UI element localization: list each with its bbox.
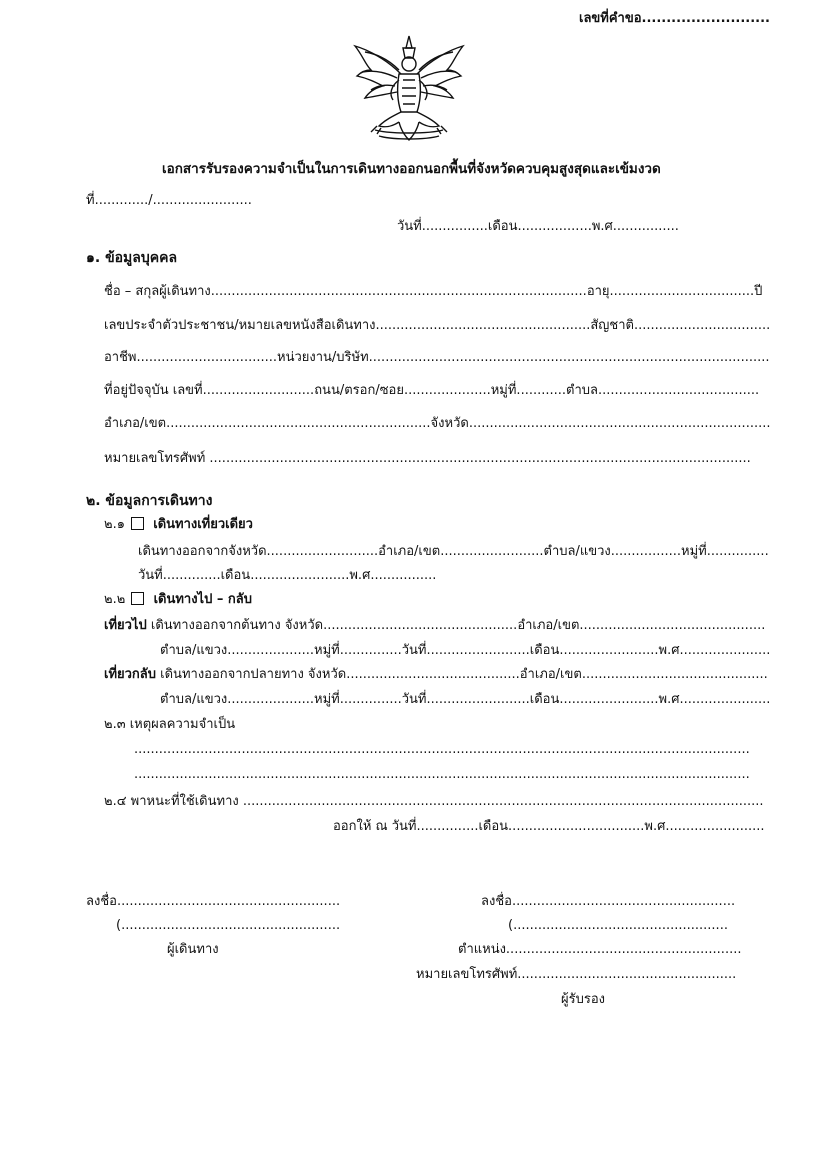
vehicle-line: ๒.๔ พาหนะที่ใช้เดินทาง .............................................................................................................................. [104, 794, 764, 809]
one-way-option [104, 516, 253, 534]
one-way-line1: เดินทางออกจากจังหวัด...........................อำเภอ/เขต.........................ตำบล/แขวง.................หมู่ที่............... [138, 544, 769, 559]
certifier-phone-line: หมายเลขโทรศัพท์..................................................... [416, 967, 737, 982]
request-number: เลขที่คำขอ.......................... [579, 11, 770, 26]
right-sign-line: ลงชื่อ...................................................... [481, 894, 736, 909]
one-way-label: เดินทางเที่ยวเดียว [153, 517, 253, 532]
garuda-emblem-icon [349, 30, 469, 146]
round-trip-option [104, 591, 252, 609]
document-number: ที่............./........................ [86, 193, 252, 208]
return-line2: ตำบล/แขวง.....................หมู่ที่...............วันที่.........................เดือน........................พ.ศ...................... [160, 692, 771, 707]
one-way-checkbox[interactable] [131, 517, 144, 530]
outbound-label: เที่ยวไป [104, 618, 147, 633]
return-label: เที่ยวกลับ [104, 667, 157, 682]
return-line1 [104, 666, 768, 684]
one-way-line2: วันที่..............เดือน........................พ.ศ................ [138, 568, 437, 583]
district-line: อำเภอ/เขต................................................................จังหวัด......................................................................... [104, 416, 771, 431]
round-trip-checkbox[interactable] [131, 592, 144, 605]
id-line: เลขประจำตัวประชาชน/หมายเลขหนังสือเดินทาง....................................................สัญชาติ................................. [104, 318, 771, 333]
one-way-number: ๒.๑ [104, 517, 125, 532]
document-date: วันที่................เดือน..................พ.ศ................ [397, 219, 679, 234]
name-line: ชื่อ – สกุลผู้เดินทาง...........................................................................................อายุ...................................ปี [104, 284, 763, 299]
reason-line1: ..................................................................................................................................................... [134, 742, 750, 757]
traveler-role: ผู้เดินทาง [167, 942, 219, 957]
section1-heading: ๑. ข้อมูลบุคคล [86, 250, 178, 266]
job-line: อาชีพ..................................หน่วยงาน/บริษัท................................................................................................. [104, 350, 770, 365]
return-line1-text: เดินทางออกจากปลายทาง จังหวัด..........................................อำเภอ/เขต............................................. [160, 667, 768, 682]
issued-line: ออกให้ ณ วันที่...............เดือน.................................พ.ศ........................ [333, 819, 765, 834]
outbound-line2: ตำบล/แขวง.....................หมู่ที่...............วันที่.........................เดือน........................พ.ศ...................... [160, 643, 771, 658]
outbound-line1 [104, 617, 765, 635]
certifier-position-line: ตำแหน่ง......................................................... [458, 942, 742, 957]
phone-line: หมายเลขโทรศัพท์ ................................................................................................................................... [104, 451, 751, 466]
outbound-line1-text: เดินทางออกจากต้นทาง จังหวัด...............................................อำเภอ/เขต............................................. [150, 618, 766, 633]
reason-line2: ..................................................................................................................................................... [134, 767, 750, 782]
reason-label: ๒.๓ เหตุผลความจำเป็น [104, 717, 236, 732]
section2-heading: ๒. ข้อมูลการเดินทาง [86, 493, 213, 509]
certifier-role: ผู้รับรอง [561, 992, 605, 1007]
right-name-line: (.................................................... [508, 918, 728, 933]
address-line: ที่อยู่ปัจจุบัน เลขที่...........................ถนน/ตรอก/ซอย.....................หมู่ที่............ตำบล....................................... [104, 383, 760, 398]
round-trip-number: ๒.๒ [104, 592, 126, 607]
left-name-line: (..................................................... [116, 918, 341, 933]
left-sign-line: ลงชื่อ...................................................... [86, 894, 341, 909]
document-title: เอกสารรับรองความจำเป็นในการเดินทางออกนอกพื้นที่จังหวัดควบคุมสูงสุดและเข้มงวด [162, 161, 661, 177]
round-trip-label: เดินทางไป – กลับ [153, 592, 252, 607]
